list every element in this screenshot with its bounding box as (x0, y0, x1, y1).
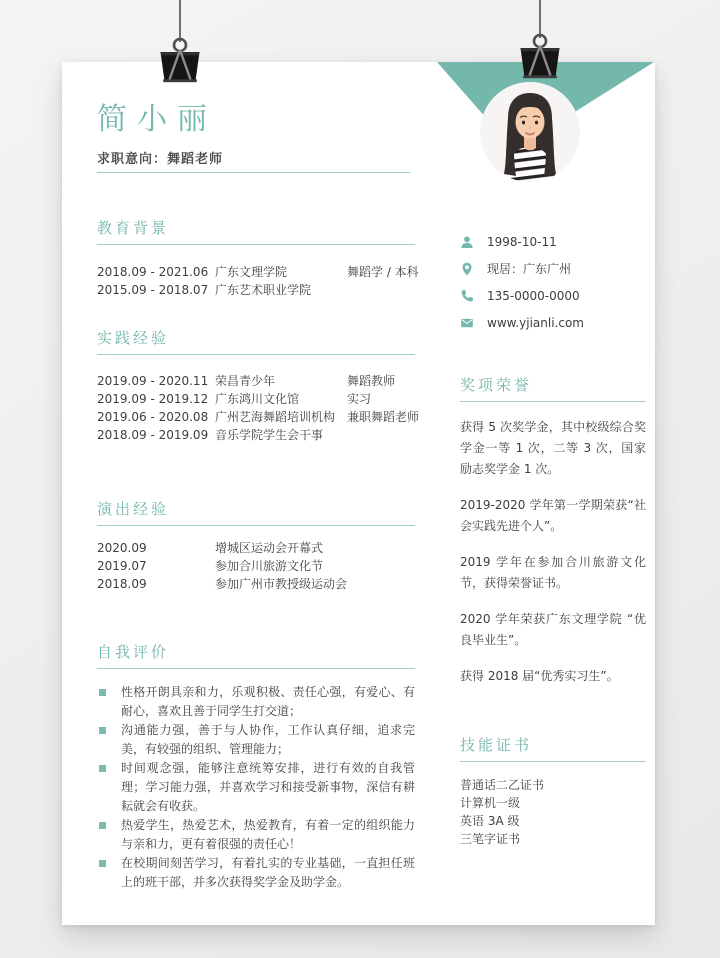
education-row (97, 281, 415, 299)
bullet-square-icon (99, 765, 106, 772)
section-education (97, 219, 419, 299)
bullet-text: 性格开朗具亲和力，乐观积极、责任心强，有爱心、有耐心，喜欢且善于同学生打交道； (121, 685, 415, 718)
period: 2019.06 - 2020.08 (97, 410, 209, 424)
skills-list (460, 776, 646, 848)
bullet-text: 热爱学生，热爱艺术，热爱教育，有着一定的组织能力与亲和力，更有着很强的责任心！ (121, 818, 415, 851)
job-intention: 求职意向：舞蹈老师 (97, 152, 224, 167)
degree: 舞蹈学 / 本科 (347, 265, 419, 279)
section-performance (97, 501, 415, 593)
period: 2019.09 - 2019.12 (97, 392, 209, 406)
contact-birthday (460, 235, 646, 249)
contact-text: www.yjianli.com (487, 316, 584, 330)
skill-item: 三笔字证书 (460, 832, 521, 846)
section-divider (97, 354, 415, 355)
organization: 广东艺术职业学院 (215, 283, 312, 297)
period: 2018.09 - 2021.06 (97, 265, 209, 279)
location-icon (460, 262, 474, 276)
avatar-illustration (480, 82, 580, 182)
bullet-square-icon (99, 727, 106, 734)
organization: 广东鸿川文化馆 (215, 392, 300, 406)
user-icon (460, 235, 474, 249)
header-divider (97, 172, 410, 173)
bullet-square-icon (99, 689, 106, 696)
performance-row (97, 539, 415, 557)
event: 参加广州市教授级运动会 (215, 577, 348, 591)
education-row (97, 263, 419, 281)
organization: 荣昌青少年 (215, 374, 276, 388)
period: 2019.07 (97, 559, 147, 573)
role: 实习 (347, 392, 372, 406)
section-title: 演出经验 (97, 500, 170, 518)
section-divider (460, 761, 646, 762)
section-awards (460, 377, 646, 687)
skill-item: 计算机一级 (460, 796, 521, 810)
role: 兼职舞蹈老师 (347, 410, 420, 424)
right-column (460, 235, 646, 848)
award-paragraph: 2019-2020 学年第一学期荣获“社会实践先进个人”。 (460, 498, 646, 533)
role: 舞蹈教师 (347, 374, 396, 388)
bullet-text: 时间观念强，能够注意统筹安排，进行有效的自我管理；学习能力强，并喜欢学习和接受新事物，深信有耕耘就会有收获。 (121, 761, 415, 813)
organization: 广州艺海舞蹈培训机构 (215, 410, 336, 424)
organization: 音乐学院学生会干事 (215, 428, 324, 442)
skill-item: 英语 3A 级 (460, 814, 520, 828)
section-title: 实践经验 (97, 329, 170, 347)
resume-page (62, 62, 655, 925)
contact-phone (460, 289, 646, 303)
award-paragraph: 2020 学年荣获广东文理学院 “优良毕业生”。 (460, 612, 646, 647)
bullet-item (97, 759, 415, 816)
section-divider (97, 668, 415, 669)
award-paragraph: 获得 5 次奖学金，其中校级综合奖学金一等 1 次，二等 3 次，国家励志奖学金 1 次。 (460, 420, 646, 476)
candidate-name: 简小丽 (97, 102, 217, 137)
performance-row (97, 557, 415, 575)
period: 2015.09 - 2018.07 (97, 283, 209, 297)
period: 2020.09 (97, 541, 147, 555)
bullet-item (97, 683, 415, 721)
practice-row (97, 372, 415, 390)
binder-clip-left (157, 36, 203, 86)
practice-row (97, 390, 415, 408)
binder-clip-right (517, 32, 563, 82)
bullet-text: 沟通能力强，善于与人协作，工作认真仔细，追求完美，有较强的组织、管理能力； (121, 723, 415, 756)
award-paragraph: 获得 2018 届“优秀实习生”。 (460, 669, 619, 683)
self-evaluation-list (97, 683, 415, 892)
section-skills (460, 737, 646, 848)
profile-photo (480, 82, 580, 182)
section-title: 技能证书 (460, 736, 533, 754)
bullet-item (97, 854, 415, 892)
mail-icon (460, 316, 474, 330)
bullet-item (97, 816, 415, 854)
practice-row (97, 408, 420, 426)
contact-list (460, 235, 646, 330)
event: 参加合川旅游文化节 (215, 559, 324, 573)
section-divider (97, 244, 415, 245)
section-self-evaluation (97, 644, 415, 892)
contact-text: 1998-10-11 (487, 235, 557, 249)
award-paragraph: 2019 学年在参加合川旅游文化节，获得荣誉证书。 (460, 555, 646, 590)
period: 2018.09 (97, 577, 147, 591)
skill-item: 普通话二乙证书 (460, 778, 545, 792)
event: 增城区运动会开幕式 (215, 541, 324, 555)
period: 2018.09 - 2019.09 (97, 428, 209, 442)
bullet-square-icon (99, 822, 106, 829)
section-title: 自我评价 (97, 643, 170, 661)
period: 2019.09 - 2020.11 (97, 374, 209, 388)
performance-row (97, 575, 415, 593)
contact-website (460, 316, 646, 330)
organization: 广东文理学院 (215, 265, 288, 279)
bullet-square-icon (99, 860, 106, 867)
contact-text: 135-0000-0000 (487, 289, 580, 303)
bullet-text: 在校期间刻苦学习，有着扎实的专业基础，一直担任班上的班干部，并多次获得奖学金及助学金。 (121, 856, 415, 889)
phone-icon (460, 289, 474, 303)
contact-location (460, 262, 646, 276)
contact-text: 现居：广东广州 (487, 262, 572, 276)
practice-row (97, 426, 415, 444)
section-title: 奖项荣誉 (460, 376, 533, 394)
section-divider (460, 401, 646, 402)
section-title: 教育背景 (97, 219, 170, 237)
left-column (97, 219, 420, 892)
section-divider (97, 525, 415, 526)
bullet-item (97, 721, 415, 759)
section-practice (97, 329, 420, 444)
